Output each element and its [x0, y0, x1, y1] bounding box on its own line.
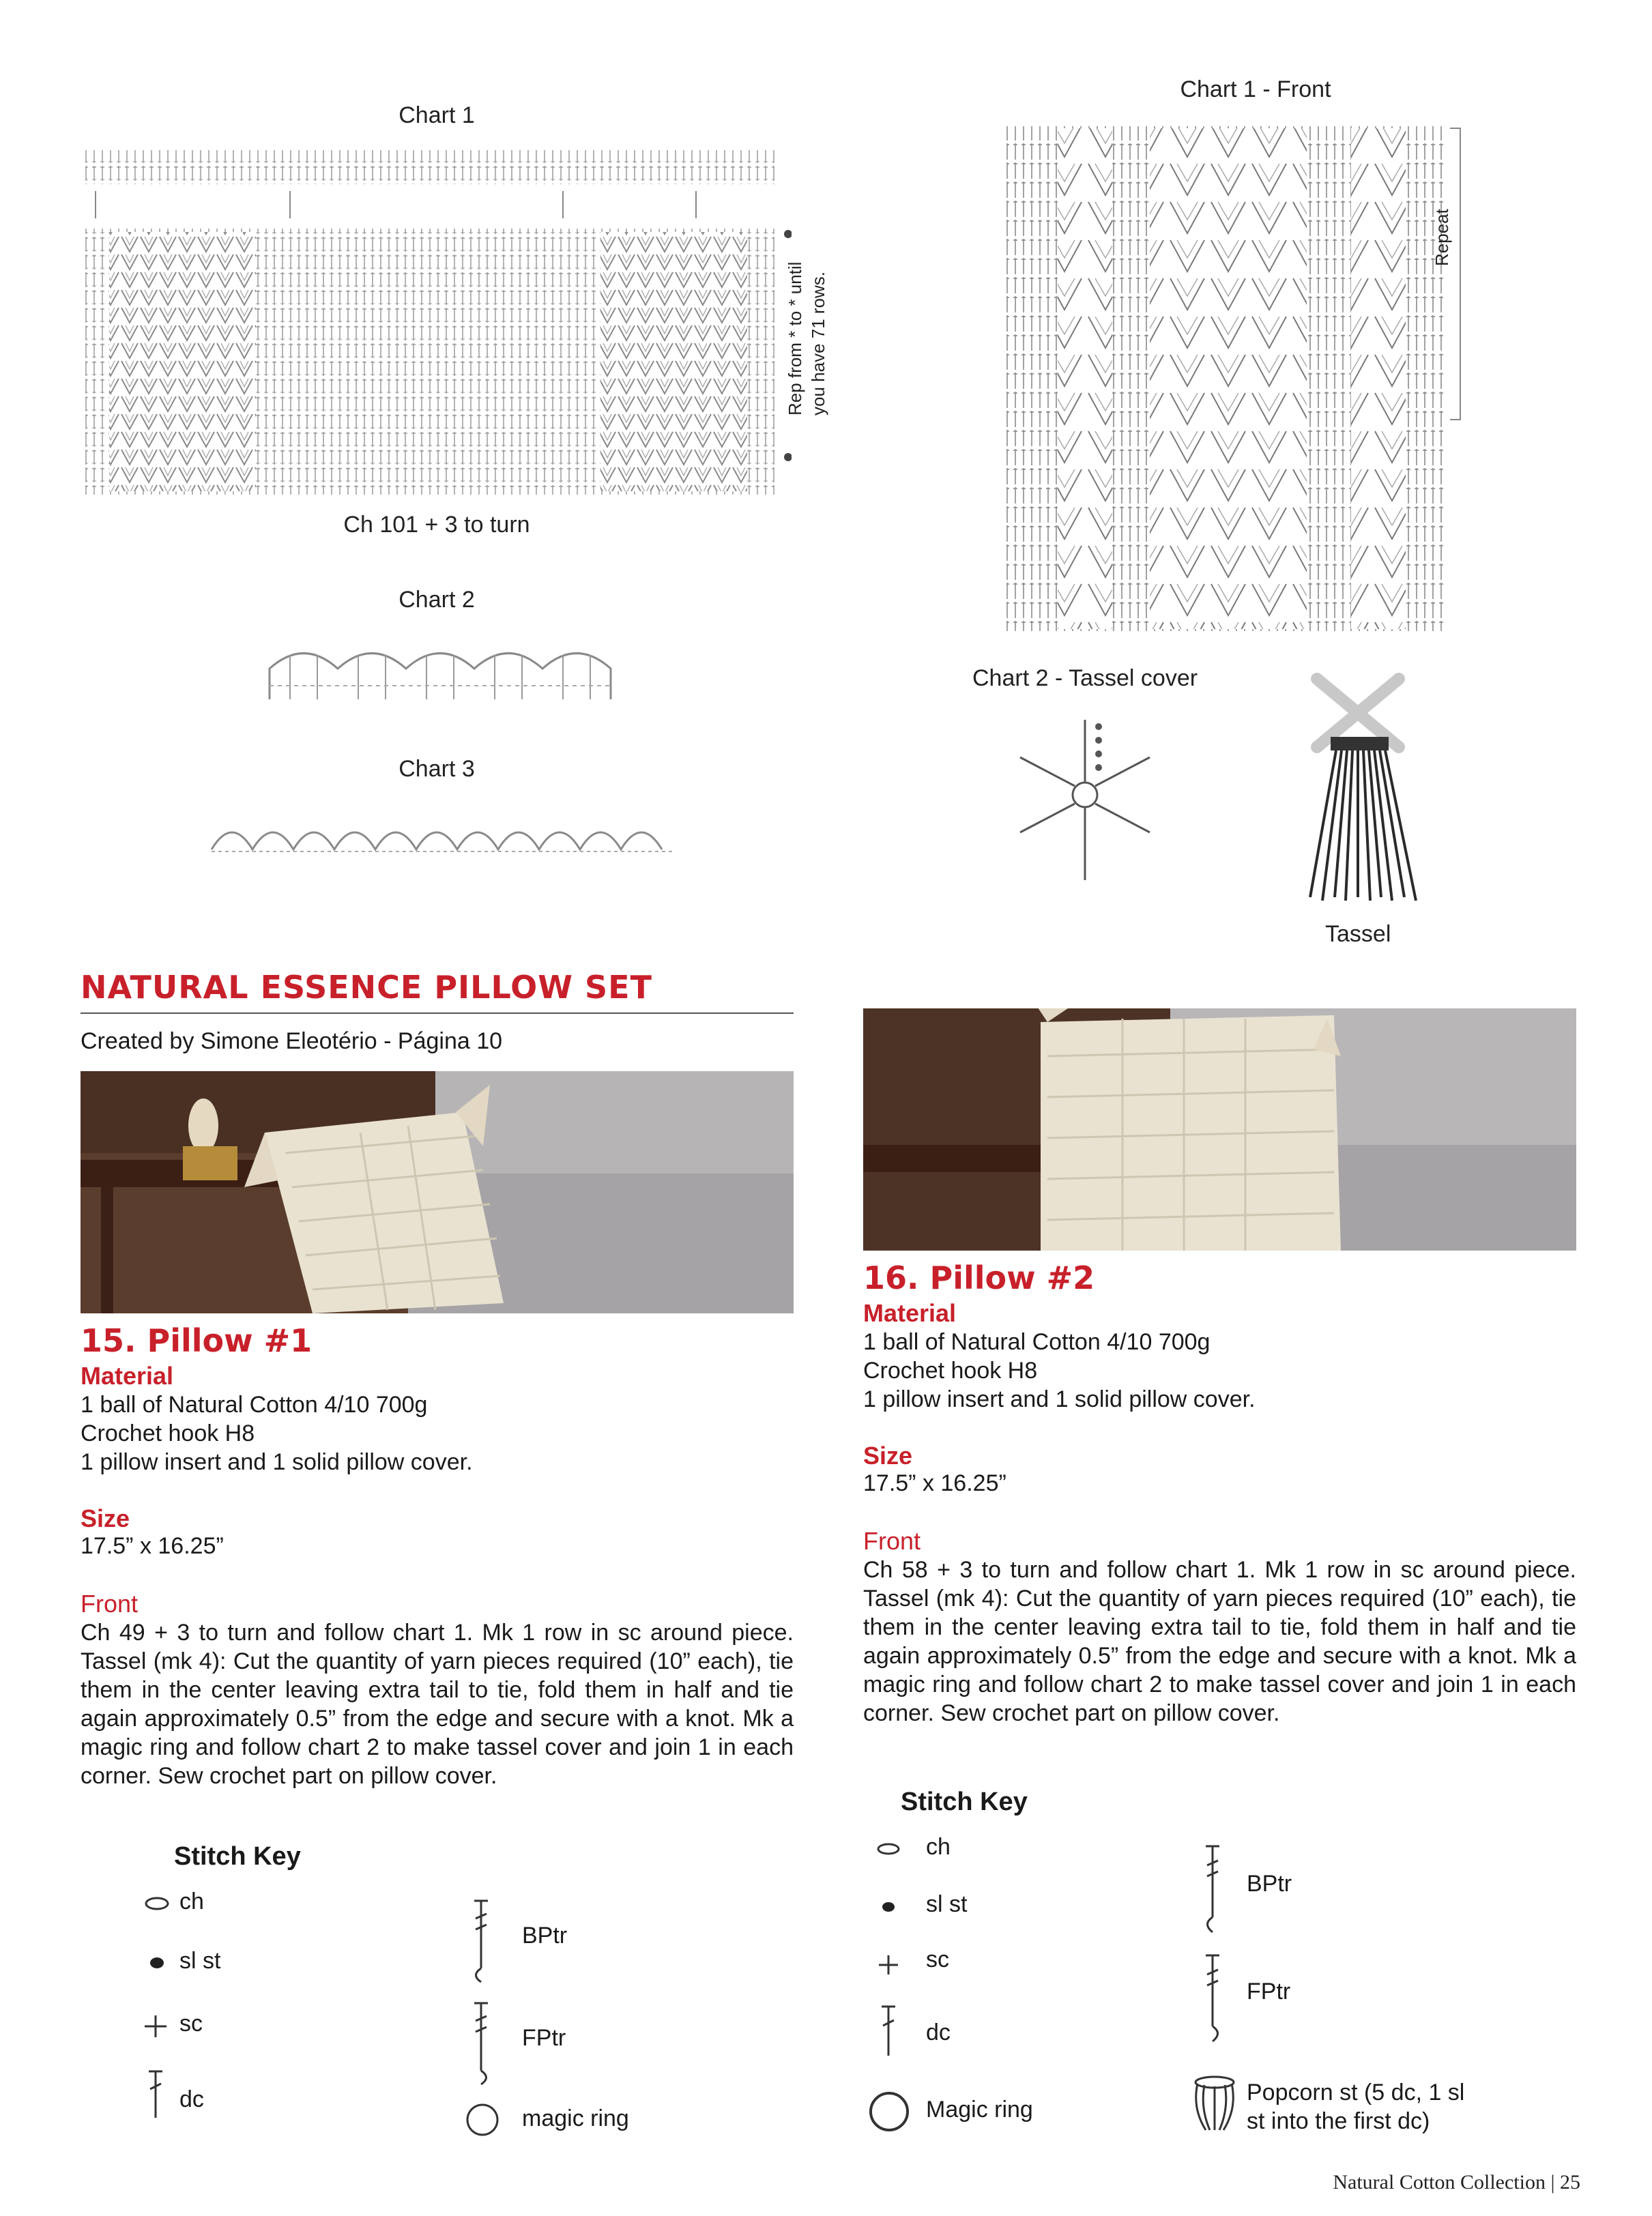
chart1-front-title: Chart 1 - Front	[1180, 76, 1331, 102]
double-crochet-icon	[875, 2002, 902, 2060]
pillow1-size-value: 17.5” x 16.25”	[81, 1533, 224, 1559]
tassel-illustration	[1296, 672, 1426, 907]
key1-sc-label: sc	[179, 2011, 203, 2037]
pillow2-material-list	[863, 1328, 1256, 1414]
key2-ch-label: ch	[926, 1834, 951, 1860]
chart1-title: Chart 1	[398, 102, 475, 128]
key2-slst-label: sl st	[926, 1891, 968, 1917]
tassel-chart-title: Chart 2 - Tassel cover	[972, 665, 1198, 691]
pillow1-front-head: Front	[81, 1590, 139, 1618]
chart1-note-line1: Rep from * to * until	[785, 261, 805, 416]
page-number: 25	[1560, 2171, 1580, 2193]
chart3-title: Chart 3	[398, 756, 475, 782]
pillow2-material-line: 1 ball of Natural Cotton 4/10 700g	[863, 1329, 1211, 1355]
chart1-front-diagram	[1003, 123, 1467, 641]
chart3-diagram	[208, 812, 679, 860]
section-divider	[81, 1012, 794, 1014]
section-title: NATURAL ESSENCE PILLOW SET	[81, 969, 652, 1006]
footer	[1333, 2171, 1580, 2194]
key1-slst-label: sl st	[179, 1948, 221, 1974]
key2-bptr-label: BPtr	[1247, 1871, 1292, 1897]
pillow1-material-list	[81, 1390, 473, 1476]
key1-dc-label: dc	[179, 2086, 204, 2112]
double-crochet-icon	[142, 2067, 169, 2122]
magic-ring-icon	[867, 2089, 912, 2134]
key2-sc-label: sc	[926, 1947, 949, 1972]
single-crochet-icon	[142, 2013, 169, 2040]
key1-fptr-label: FPtr	[522, 2025, 566, 2051]
pillow1-photo	[81, 1071, 794, 1313]
slip-stitch-icon	[876, 1897, 901, 1917]
pillow2-size-value: 17.5” x 16.25”	[863, 1470, 1006, 1496]
pillow1-material-line: Crochet hook H8	[81, 1420, 255, 1446]
chart1-note-line2: you have 71 rows.	[808, 271, 828, 416]
key2-dc-label: dc	[926, 2020, 951, 2045]
repeat-label: Repeat	[1432, 209, 1452, 266]
pillow2-front-text: Ch 58 + 3 to turn and follow chart 1. Mk 1 row in sc around piece. Tassel (mk 4): Cut the quantity of yarn pieces required (10” each), tie them in the center leaving extra tail to tie, fold them in half and tie again approximately 0.5” from the edge and secure with a knot. Mk a magic ring and follow chart 2 to make tassel cover and join 1 in each corner. Sew crochet part on pillow cover.	[863, 1557, 1576, 1726]
key2-popcorn-label	[1247, 2078, 1464, 2135]
front-post-treble-icon	[464, 1999, 498, 2088]
pillow2-front-head: Front	[863, 1527, 921, 1555]
key2-title: Stitch Key	[901, 1788, 1028, 1816]
key2-popcorn-line2: st into the first dc)	[1247, 2108, 1430, 2134]
key1-ch-label: ch	[179, 1889, 204, 1914]
chart2-title: Chart 2	[398, 587, 475, 613]
pillow1-material-line: 1 pillow insert and 1 solid pillow cover.	[81, 1449, 473, 1475]
front-post-treble-icon	[1195, 1951, 1230, 2047]
pillow1-size-head: Size	[81, 1504, 130, 1532]
slip-stitch-icon	[145, 1953, 169, 1973]
pillow1-material-line: 1 ball of Natural Cotton 4/10 700g	[81, 1392, 428, 1418]
magic-ring-icon	[464, 2101, 501, 2138]
single-crochet-icon	[875, 1951, 902, 1979]
tassel-cover-chart	[1003, 710, 1167, 887]
section-credit: Created by Simone Eleotério - Página 10	[81, 1028, 503, 1054]
chain-icon	[143, 1893, 171, 1914]
pillow2-material-line: 1 pillow insert and 1 solid pillow cover.	[863, 1386, 1256, 1412]
pillow2-photo	[863, 1008, 1576, 1251]
chart2-diagram	[263, 635, 618, 710]
key1-magic-ring-label: magic ring	[522, 2105, 629, 2131]
key1-bptr-label: BPtr	[522, 1923, 568, 1949]
chart1-diagram	[82, 147, 792, 501]
pillow2-material-line: Crochet hook H8	[863, 1358, 1038, 1384]
popcorn-stitch-icon	[1191, 2074, 1238, 2135]
pillow1-title: 15. Pillow #1	[81, 1322, 313, 1359]
footer-text: Natural Cotton Collection	[1333, 2171, 1546, 2193]
chart1-caption: Ch 101 + 3 to turn	[343, 512, 530, 538]
back-post-treble-icon	[464, 1897, 498, 1985]
footer-separator: |	[1550, 2171, 1560, 2193]
key2-magic-ring-label: Magic ring	[926, 2097, 1033, 2123]
key1-title: Stitch Key	[174, 1842, 301, 1871]
pillow1-material-head: Material	[81, 1362, 174, 1390]
back-post-treble-icon	[1195, 1842, 1230, 1938]
key2-popcorn-line1: Popcorn st (5 dc, 1 sl	[1247, 2080, 1465, 2105]
chain-icon	[875, 1839, 902, 1859]
pillow2-material-head: Material	[863, 1299, 957, 1327]
key2-fptr-label: FPtr	[1247, 1979, 1291, 2004]
chart1-repeat-note	[772, 259, 841, 430]
tassel-label: Tassel	[1325, 921, 1391, 947]
pillow2-title: 16. Pillow #2	[863, 1259, 1095, 1296]
pillow1-front-text: Ch 49 + 3 to turn and follow chart 1. Mk 1 row in sc around piece. Tassel (mk 4): Cut the quantity of yarn pieces required (10” each), tie them in the center leaving extra tail to tie, fold them in half and tie again approximately 0.5” from the edge and secure with a knot. Mk a magic ring and follow chart 2 to make tassel cover and join 1 in each corner. Sew crochet part on pillow cover.	[81, 1620, 794, 1789]
pillow2-size-head: Size	[863, 1442, 913, 1470]
